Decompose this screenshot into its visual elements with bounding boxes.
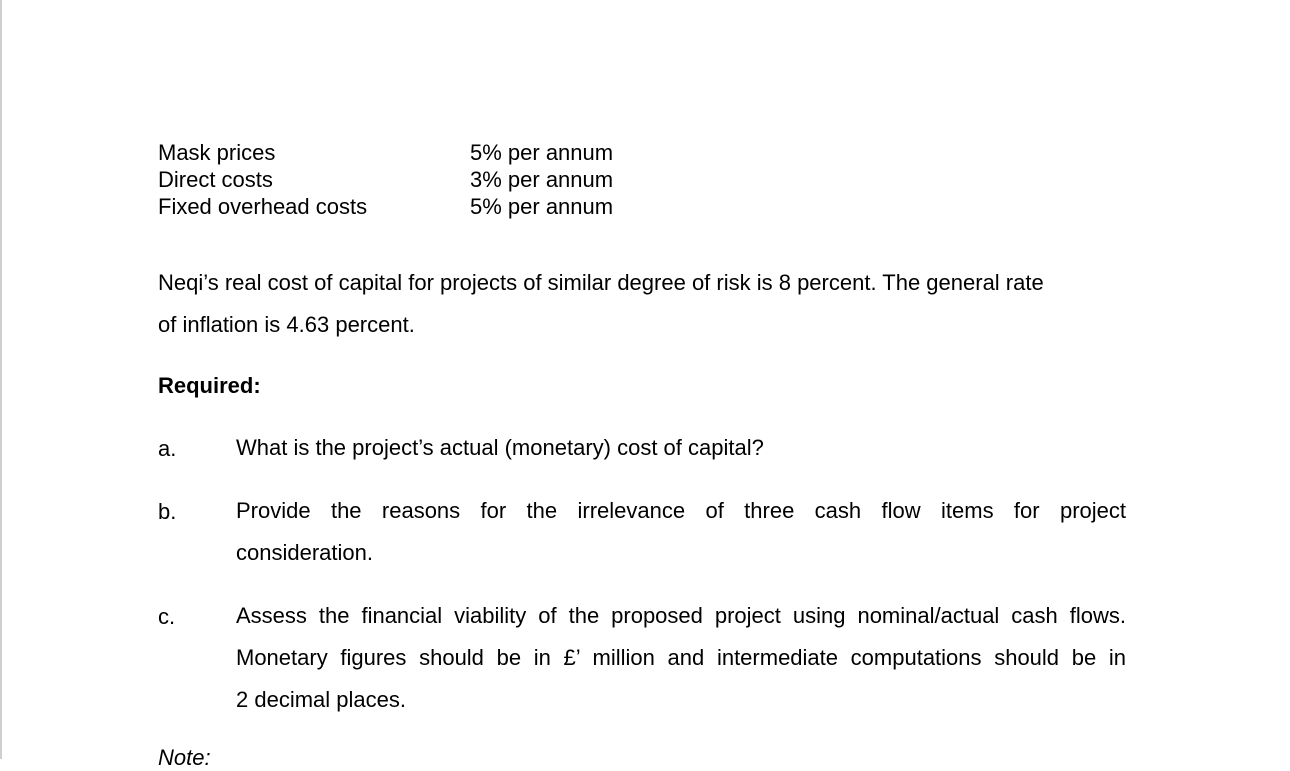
rate-label: Fixed overhead costs xyxy=(158,194,368,219)
question-line: Provide the reasons for the irrelevance of three cash flow items for project xyxy=(236,498,1126,523)
question-line: consideration. xyxy=(236,540,373,565)
rate-value: 5% per annum xyxy=(470,194,614,219)
cost-of-capital-paragraph xyxy=(158,262,1126,346)
note-heading: Note: xyxy=(158,745,211,770)
question-line: What is the project’s actual (monetary) cost of capital? xyxy=(236,435,764,460)
paragraph-line: of inflation is 4.63 percent. xyxy=(158,312,415,337)
question-line: Monetary figures should be in £’ million and intermediate computations should be in xyxy=(236,645,1126,670)
paragraph-line: Neqi’s real cost of capital for projects of similar degree of risk is 8 percent. The general rate xyxy=(158,270,1044,295)
question-letter-b: b. xyxy=(158,499,177,524)
question-text-b xyxy=(236,490,1126,574)
question-text-a xyxy=(236,427,1126,469)
question-letter-a: a. xyxy=(158,436,177,461)
rate-value: 5% per annum xyxy=(470,140,614,165)
rate-label: Direct costs xyxy=(158,167,273,192)
question-letter-c: c. xyxy=(158,604,176,629)
page-left-edge xyxy=(0,0,2,759)
question-line: 2 decimal places. xyxy=(236,687,406,712)
rate-label: Mask prices xyxy=(158,140,276,165)
rate-value: 3% per annum xyxy=(470,167,614,192)
question-text-c xyxy=(236,595,1126,717)
required-heading: Required: xyxy=(158,373,261,398)
question-line: Assess the financial viability of the proposed project using nominal/actual cash flows. xyxy=(236,603,1126,628)
